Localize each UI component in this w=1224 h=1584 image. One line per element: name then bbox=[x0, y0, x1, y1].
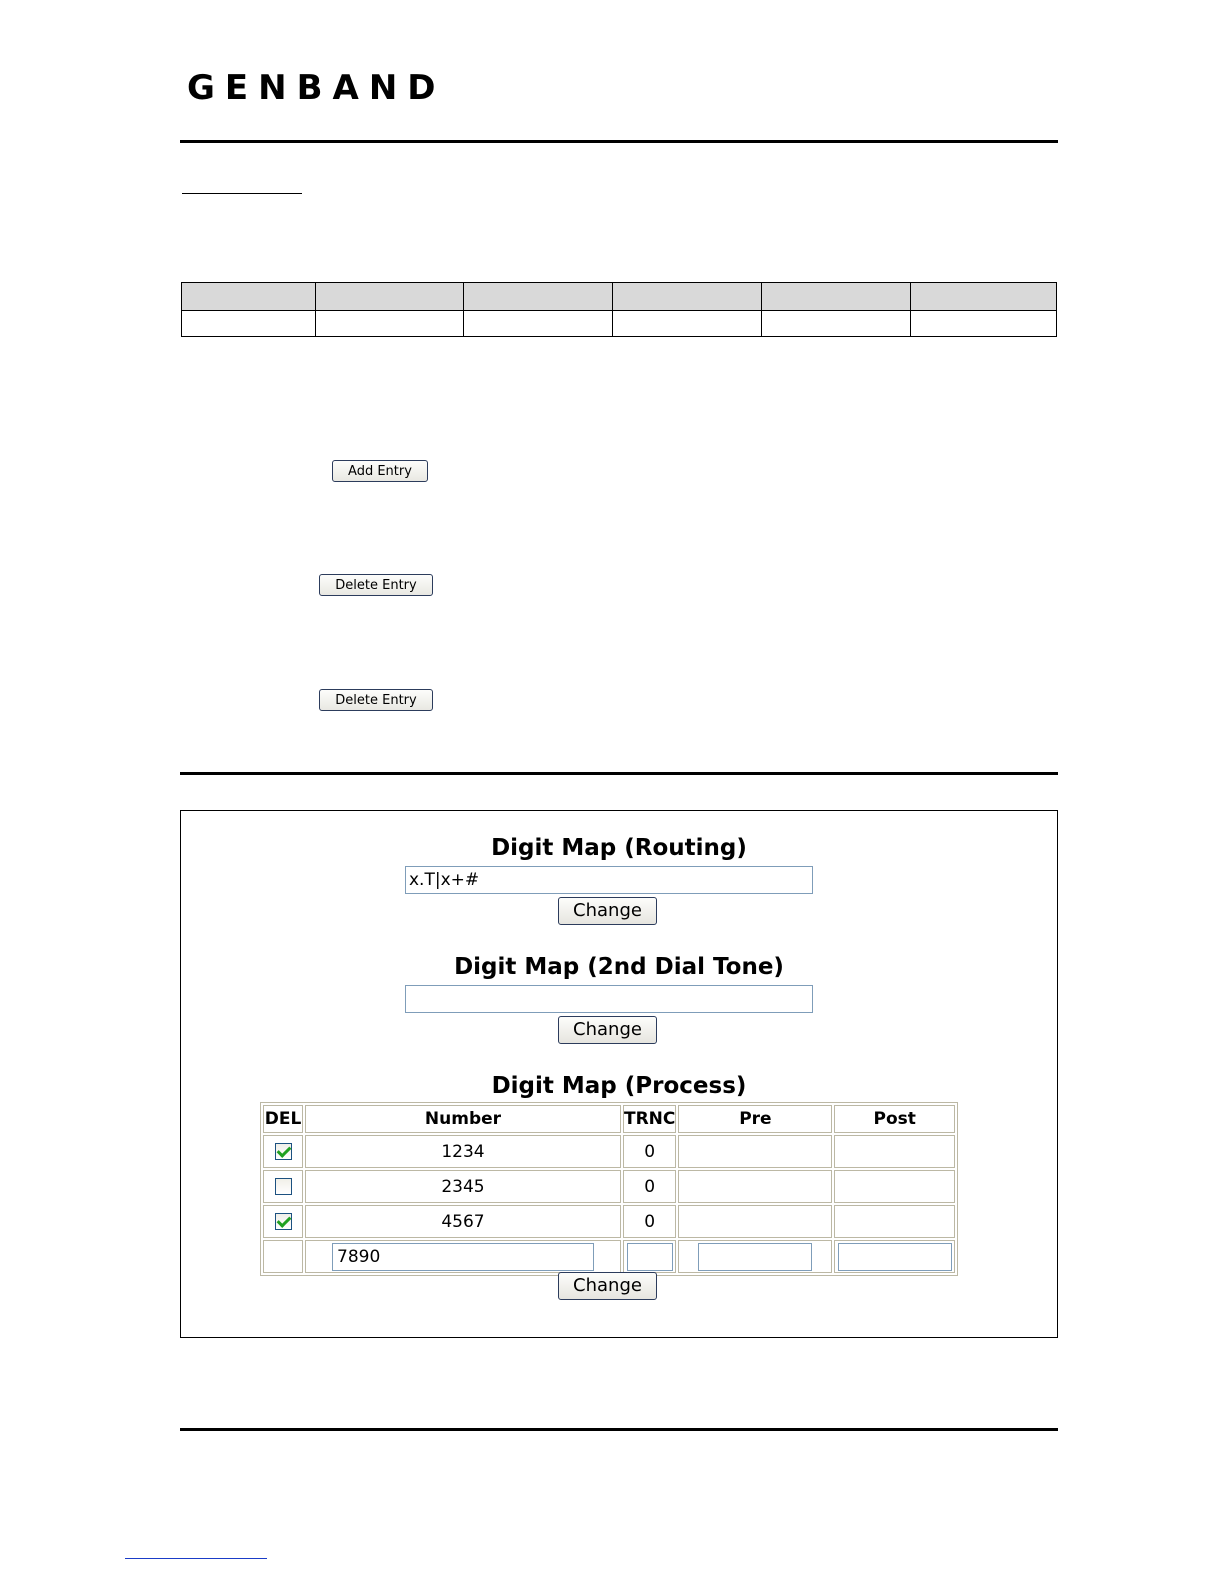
genband-logo: GENBAND bbox=[187, 68, 446, 108]
post-cell bbox=[834, 1170, 955, 1203]
number-cell: 1234 bbox=[305, 1135, 621, 1168]
col-post: Post bbox=[834, 1105, 955, 1133]
trnc-cell: 0 bbox=[623, 1205, 676, 1238]
footer-link-underline bbox=[125, 1558, 267, 1559]
new-number-input[interactable] bbox=[332, 1243, 594, 1271]
table-row bbox=[263, 1205, 955, 1238]
routing-digit-map-input[interactable] bbox=[405, 866, 813, 894]
pre-cell bbox=[678, 1205, 832, 1238]
process-table bbox=[260, 1102, 958, 1276]
del-cell bbox=[263, 1205, 303, 1238]
post-cell bbox=[834, 1135, 955, 1168]
table-row bbox=[263, 1135, 955, 1168]
number-cell bbox=[305, 1240, 621, 1273]
col-number: Number bbox=[305, 1105, 621, 1133]
post-cell bbox=[834, 1205, 955, 1238]
del-checkbox[interactable] bbox=[275, 1213, 292, 1230]
second-dial-tone-input[interactable] bbox=[405, 985, 813, 1013]
del-checkbox[interactable] bbox=[275, 1178, 292, 1195]
delete-entry-button[interactable]: Delete Entry bbox=[319, 574, 433, 596]
new-post-input[interactable] bbox=[838, 1243, 952, 1271]
second-dial-tone-title: Digit Map (2nd Dial Tone) bbox=[454, 954, 784, 980]
number-cell: 2345 bbox=[305, 1170, 621, 1203]
table-row bbox=[182, 311, 1057, 337]
post-cell bbox=[834, 1240, 955, 1273]
new-trnc-input[interactable] bbox=[627, 1243, 673, 1271]
process-title: Digit Map (Process) bbox=[491, 1073, 747, 1099]
footer-rule bbox=[180, 1428, 1058, 1431]
new-pre-input[interactable] bbox=[698, 1243, 812, 1271]
delete-entry-button-2[interactable]: Delete Entry bbox=[319, 689, 433, 711]
blank-table bbox=[181, 282, 1057, 337]
pre-cell bbox=[678, 1135, 832, 1168]
del-cell bbox=[263, 1135, 303, 1168]
table-header-row bbox=[182, 283, 1057, 311]
section-rule bbox=[180, 772, 1058, 775]
section-underline bbox=[182, 193, 302, 194]
process-header-row bbox=[263, 1105, 955, 1133]
col-trnc: TRNC bbox=[623, 1105, 676, 1133]
routing-change-button[interactable]: Change bbox=[558, 897, 657, 925]
table-row bbox=[263, 1170, 955, 1203]
second-dial-tone-change-button[interactable]: Change bbox=[558, 1016, 657, 1044]
del-cell bbox=[263, 1170, 303, 1203]
trnc-cell: 0 bbox=[623, 1170, 676, 1203]
col-del: DEL bbox=[263, 1105, 303, 1133]
process-change-button[interactable]: Change bbox=[558, 1272, 657, 1300]
new-entry-row bbox=[263, 1240, 955, 1273]
trnc-cell: 0 bbox=[623, 1135, 676, 1168]
pre-cell bbox=[678, 1170, 832, 1203]
number-cell: 4567 bbox=[305, 1205, 621, 1238]
trnc-cell bbox=[623, 1240, 676, 1273]
col-pre: Pre bbox=[678, 1105, 832, 1133]
digit-map-screenshot bbox=[180, 810, 1058, 1338]
del-checkbox[interactable] bbox=[275, 1143, 292, 1160]
header-rule bbox=[180, 140, 1058, 143]
routing-title: Digit Map (Routing) bbox=[491, 835, 747, 861]
pre-cell bbox=[678, 1240, 832, 1273]
del-cell bbox=[263, 1240, 303, 1273]
add-entry-button[interactable]: Add Entry bbox=[332, 460, 428, 482]
